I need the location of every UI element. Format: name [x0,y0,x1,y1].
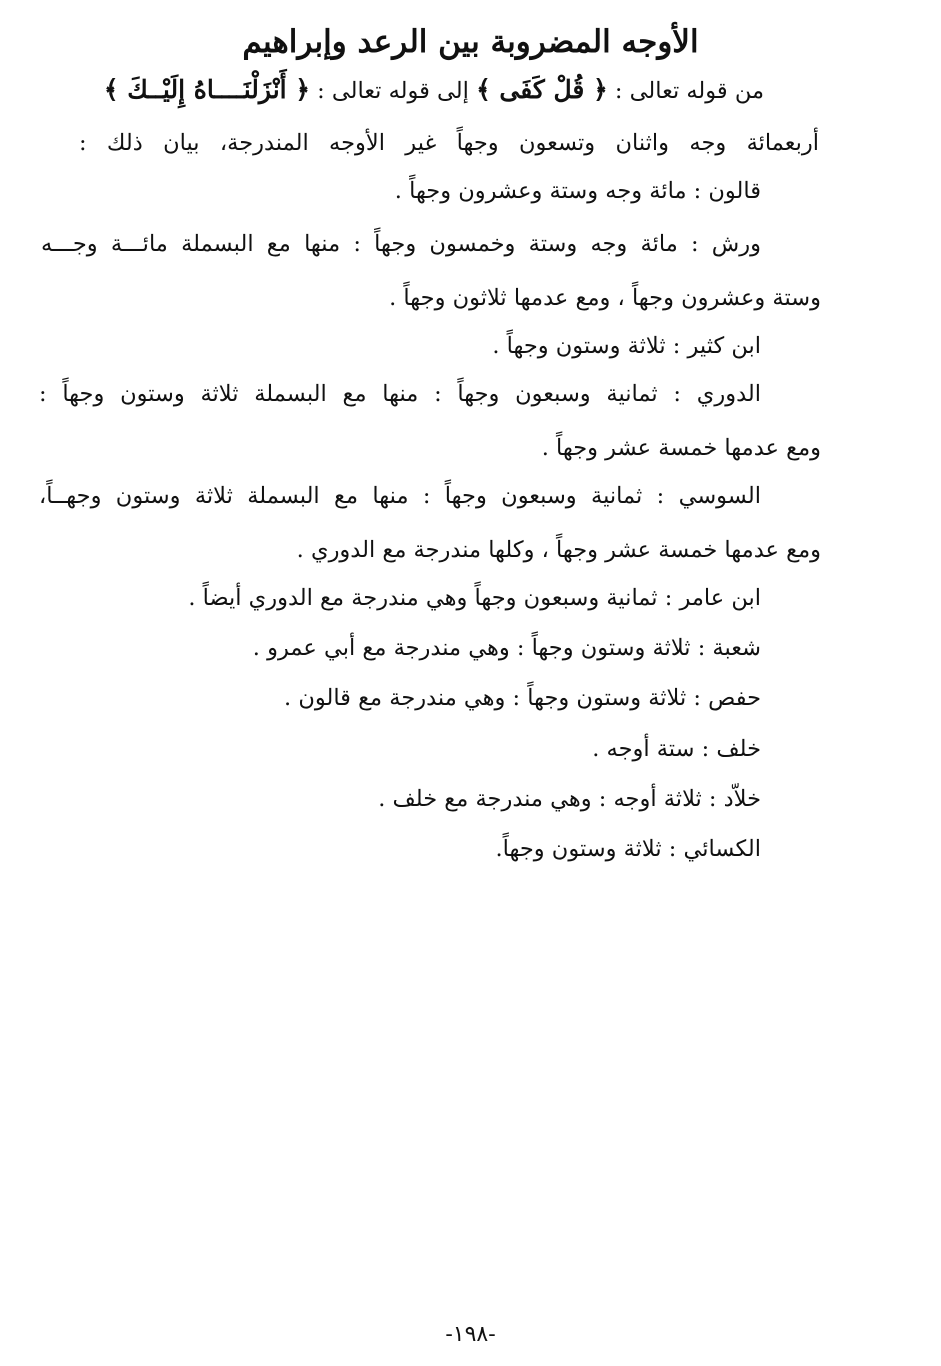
duri-line-1: الدوري : ثمانية وسبعون وجهاً : منها مع البسملة ثلاثة وستون وجهاً : [39,381,761,407]
hafs-line: حفص : ثلاثة وستون وجهاً : وهي مندرجة مع قالون . [284,685,761,711]
susi-line-1: السوسي : ثمانية وسبعون وجهاً : منها مع البسملة ثلاثة وستون وجهــاً، [39,483,761,509]
ibn-amir-line: ابن عامر : ثمانية وسبعون وجهاً وهي مندرجة مع الدوري أيضاً . [188,585,761,611]
intro-middle: إلى قوله تعالى : [309,78,477,104]
qalun-line: قالون : مائة وجه وستة وعشرون وجهاً . [394,178,761,204]
khalaf-line: خلف : ستة أوجه . [592,736,761,762]
ibn-kathir-line: ابن كثير : ثلاثة وستون وجهاً . [492,333,761,359]
verse-quote-1: ﴿ قُلْ كَفَى ﴾ [476,75,608,104]
warsh-line-2: وستة وعشرون وجهاً ، ومع عدمها ثلاثون وجهاً . [389,285,821,311]
summary-line: أربعمائة وجه واثنان وتسعون وجهاً غير الأوجه المندرجة، بيان ذلك : [79,130,819,156]
duri-line-2: ومع عدمها خمسة عشر وجهاً . [541,435,821,461]
susi-line-2: ومع عدمها خمسة عشر وجهاً ، وكلها مندرجة مع الدوري . [296,537,821,563]
verse-quote-2: ﴿ أَنْزَلْنَــــاهُ إِلَيْــكَ ﴾ [103,75,310,104]
shuba-line: شعبة : ثلاثة وستون وجهاً : وهي مندرجة مع أبي عمرو . [252,635,761,661]
khallad-line: خلاّد : ثلاثة أوجه : وهي مندرجة مع خلف . [378,786,761,812]
page-title: الأوجه المضروبة بين الرعد وإبراهيم [242,24,699,60]
intro-prefix: من قوله تعالى : [607,78,764,104]
intro-line [104,72,764,109]
page-number: -١٩٨- [445,1322,496,1347]
kisai-line: الكسائي : ثلاثة وستون وجهاً. [495,836,761,862]
warsh-line-1: ورش : مائة وجه وستة وخمسون وجهاً : منها مع البسملة مائـــة وجـــه [41,231,761,257]
